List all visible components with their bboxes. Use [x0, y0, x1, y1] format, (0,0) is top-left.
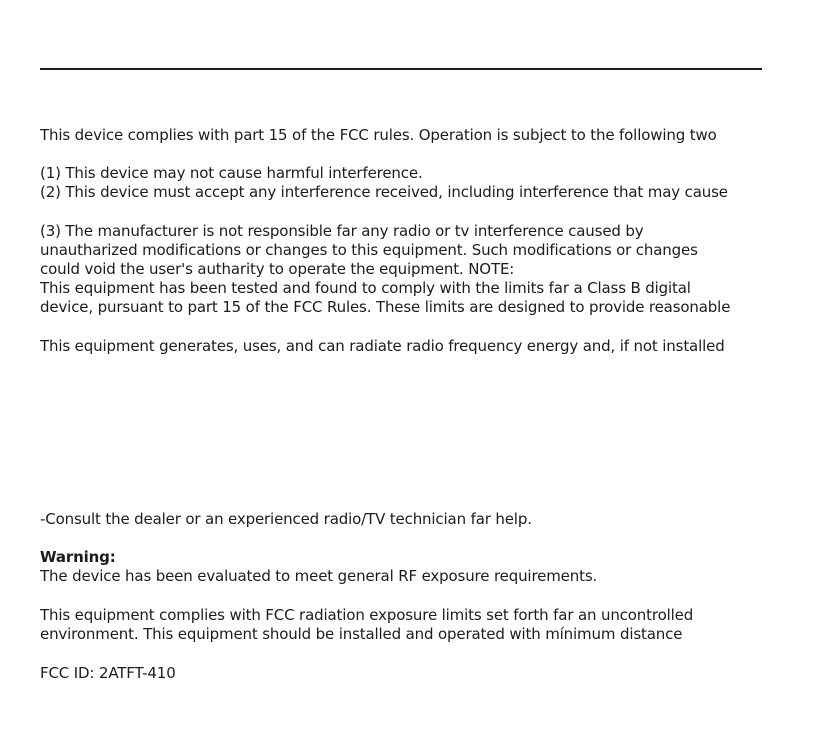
warning-heading: Warning: [40, 548, 116, 566]
condition-3-line-3: could void the user's autharity to operate the equipment. NOTE: [40, 260, 515, 278]
radiation-limits-line-2: environment. This equipment should be installed and operated with mínimum distance [40, 625, 683, 643]
consult-dealer-line: -Consult the dealer or an experienced radio/TV technician far help. [40, 510, 532, 528]
condition-1: (1) This device may not cause harmful interference. [40, 164, 423, 182]
radiation-limits-line-1: This equipment complies with FCC radiation exposure limits set forth far an uncontrolled [40, 606, 694, 624]
condition-3-line-1: (3) The manufacturer is not responsible far any radio or tv interference caused by [40, 222, 644, 240]
note-line-2: device, pursuant to part 15 of the FCC Rules. These limits are designed to provide reasonable [40, 298, 731, 316]
rf-exposure-statement: The device has been evaluated to meet general RF exposure requirements. [40, 567, 598, 585]
fcc-compliance-intro: This device complies with part 15 of the FCC rules. Operation is subject to the following two [40, 126, 717, 144]
condition-3-line-2: unautharized modifications or changes to this equipment. Such modifications or changes [40, 241, 698, 259]
fcc-id: FCC ID: 2ATFT-410 [40, 664, 176, 682]
rf-energy-paragraph: This equipment generates, uses, and can radiate radio frequency energy and, if not installed [40, 337, 725, 355]
horizontal-divider [40, 68, 762, 70]
condition-2: (2) This device must accept any interference received, including interference that may cause [40, 183, 728, 201]
note-line-1: This equipment has been tested and found to comply with the limits far a Class B digital [40, 279, 691, 297]
